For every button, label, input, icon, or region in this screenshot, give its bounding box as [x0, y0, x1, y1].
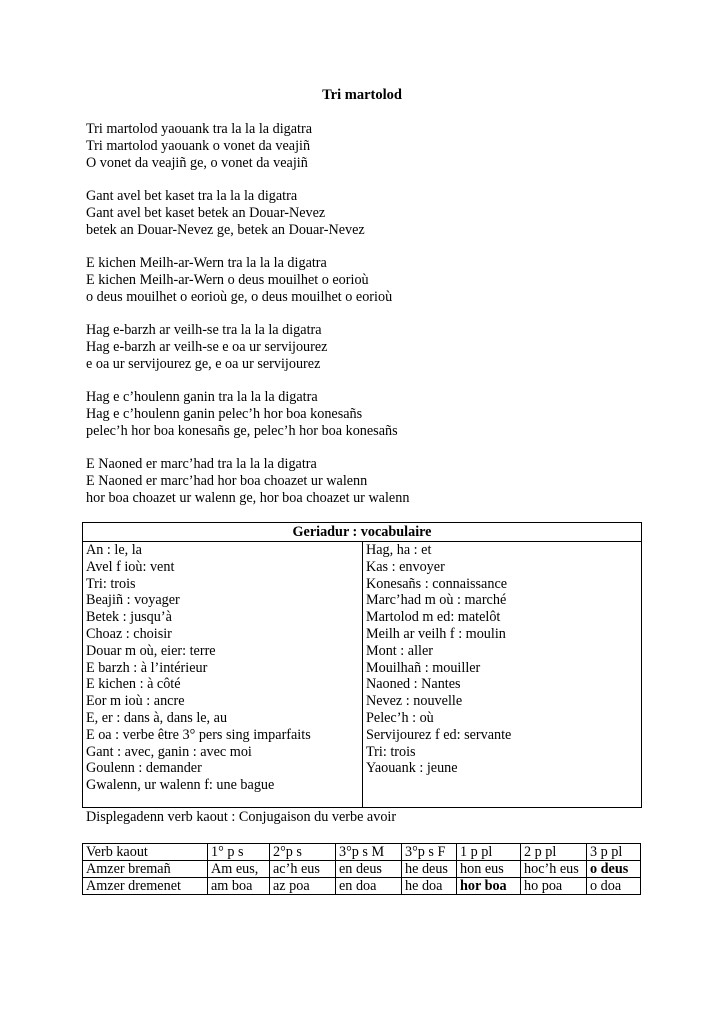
conjugation-table [82, 843, 641, 895]
vocabulary-column-right [363, 542, 641, 807]
table-cell: en doa [336, 878, 402, 895]
table-row [83, 861, 641, 878]
table-cell: Am eus, [208, 861, 270, 878]
table-header-cell: 3 p pl [587, 844, 641, 861]
lyric-line: Hag e c’houlenn ganin pelec’h hor boa konesañs [86, 405, 363, 422]
vocab-entry: An : le, la [86, 542, 142, 558]
lyric-line: o deus mouilhet o eorioù ge, o deus mouilhet o eorioù [86, 288, 393, 305]
vocabulary-heading: Geriadur : vocabulaire [83, 523, 641, 542]
stanza-2 [86, 188, 365, 238]
lyric-line: betek an Douar-Nevez ge, betek an Douar-Nevez [86, 221, 365, 238]
vocab-entry: Avel f ioù: vent [86, 558, 175, 575]
vocabulary-table [82, 522, 642, 808]
table-cell: am boa [208, 878, 270, 895]
stanza-3 [86, 255, 392, 305]
page-title: Tri martolod [322, 87, 402, 103]
lyric-line: E kichen Meilh-ar-Wern tra la la la digatra [86, 255, 327, 271]
vocab-entry: Tri: trois [86, 575, 136, 592]
table-cell: ho poa [521, 878, 587, 895]
vocab-entry: Marc’had m où : marché [366, 592, 507, 609]
vocab-entry: E oa : verbe être 3° pers sing imparfaits [86, 726, 311, 743]
lyric-line: Hag e-barzh ar veilh-se e oa ur servijourez [86, 338, 328, 355]
lyric-line: E Naoned er marc’had hor boa choazet ur walenn [86, 472, 368, 489]
vocab-entry: Choaz : choisir [86, 625, 172, 642]
lyric-line: Gant avel bet kaset tra la la la digatra [86, 188, 298, 204]
table-header-cell: 3°p s M [336, 844, 402, 861]
table-cell: Amzer bremañ [83, 861, 208, 878]
vocab-entry: Douar m où, eier: terre [86, 642, 216, 659]
table-header-cell: 2°p s [270, 844, 336, 861]
vocab-entry: E, er : dans à, dans le, au [86, 709, 228, 726]
vocabulary-column-left [83, 542, 363, 807]
vocab-entry: Gant : avec, ganin : avec moi [86, 743, 252, 760]
vocab-entry: Beajiñ : voyager [86, 592, 180, 609]
vocab-entry: Meilh ar veilh f : moulin [366, 625, 506, 642]
lyric-line: Hag e c’houlenn ganin tra la la la digatra [86, 389, 318, 405]
table-header-cell: 1 p pl [457, 844, 521, 861]
table-cell: Amzer dremenet [83, 878, 208, 895]
vocab-entry: Gwalenn, ur walenn f: une bague [86, 777, 275, 794]
table-header-cell: Verb kaout [83, 844, 208, 861]
stanza-4 [86, 322, 327, 372]
table-cell: hoc’h eus [521, 861, 587, 878]
vocab-entry: Konesañs : connaissance [366, 575, 508, 592]
vocab-entry: Naoned : Nantes [366, 676, 461, 693]
vocab-entry: Servijourez f ed: servante [366, 726, 512, 743]
conjugation-title: Displegadenn verb kaout : Conjugaison du verbe avoir [86, 809, 397, 825]
vocab-entry: Tri: trois [366, 743, 416, 760]
table-cell: ac’h eus [270, 861, 336, 878]
table-cell: o doa [587, 878, 641, 895]
table-header-cell: 1° p s [208, 844, 270, 861]
lyric-line: e oa ur servijourez ge, e oa ur servijourez [86, 355, 321, 372]
table-cell: o deus [587, 861, 641, 878]
vocab-entry: Nevez : nouvelle [366, 693, 463, 710]
table-cell: en deus [336, 861, 402, 878]
lyric-line: Hag e-barzh ar veilh-se tra la la la digatra [86, 322, 322, 338]
table-cell: hor boa [457, 878, 521, 895]
lyric-line: pelec’h hor boa konesañs ge, pelec’h hor boa konesañs [86, 422, 398, 439]
vocab-entry: Pelec’h : où [366, 709, 434, 726]
stanza-6 [86, 456, 409, 506]
table-header-cell: 3°p s F [402, 844, 457, 861]
vocab-entry: Mont : aller [366, 642, 433, 659]
vocab-entry: Hag, ha : et [366, 542, 432, 558]
lyric-line: E Naoned er marc’had tra la la la digatra [86, 456, 317, 472]
vocab-entry: Betek : jusqu’à [86, 609, 172, 626]
vocab-entry: Yaouank : jeune [366, 760, 458, 777]
lyric-line: Tri martolod yaouank tra la la la digatra [86, 121, 313, 137]
lyric-line: Tri martolod yaouank o vonet da veajiñ [86, 137, 311, 154]
table-cell: az poa [270, 878, 336, 895]
table-cell: he doa [402, 878, 457, 895]
vocab-entry: E barzh : à l’intérieur [86, 659, 208, 676]
table-cell: he deus [402, 861, 457, 878]
vocab-entry: Martolod m ed: matelôt [366, 609, 501, 626]
vocab-entry: Mouilhañ : mouiller [366, 659, 481, 676]
table-header-cell: 2 p pl [521, 844, 587, 861]
lyric-line: hor boa choazet ur walenn ge, hor boa choazet ur walenn [86, 489, 410, 506]
vocab-entry: Goulenn : demander [86, 760, 202, 777]
table-cell: hon eus [457, 861, 521, 878]
stanza-5 [86, 389, 398, 439]
table-header-row [83, 844, 641, 861]
lyric-line: E kichen Meilh-ar-Wern o deus mouilhet o eorioù [86, 271, 369, 288]
vocab-entry: Eor m ioù : ancre [86, 693, 185, 710]
lyric-line: Gant avel bet kaset betek an Douar-Nevez [86, 204, 326, 221]
lyric-line: O vonet da veajiñ ge, o vonet da veajiñ [86, 154, 308, 171]
vocab-entry: Kas : envoyer [366, 558, 445, 575]
table-row [83, 878, 641, 895]
vocab-entry: E kichen : à côté [86, 676, 181, 693]
stanza-1 [86, 121, 312, 171]
